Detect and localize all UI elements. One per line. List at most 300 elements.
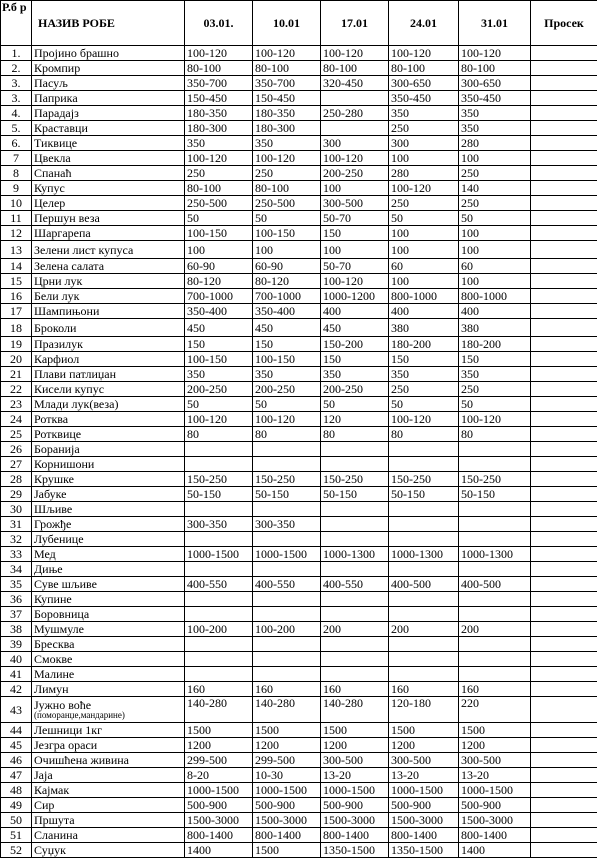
price-cell: 1500-3000 (459, 813, 531, 828)
product-name (32, 502, 185, 517)
avg-cell (531, 181, 597, 196)
price-cell: 50-150 (459, 487, 531, 502)
price-cell: 80-100 (389, 61, 459, 76)
product-name (32, 562, 185, 577)
price-cell (253, 457, 321, 472)
product-name-text: Купине (34, 592, 72, 606)
table-row (1, 196, 597, 211)
avg-cell (531, 166, 597, 181)
table-row (1, 622, 597, 637)
product-name (32, 181, 185, 196)
avg-cell (531, 196, 597, 211)
table-row (1, 682, 597, 697)
table-row (1, 843, 597, 858)
price-cell: 500-900 (459, 798, 531, 813)
price-cell: 1350-1500 (389, 843, 459, 858)
avg-cell (531, 753, 597, 768)
table-row (1, 181, 597, 196)
row-number: 2. (1, 61, 32, 76)
price-cell: 100-120 (321, 46, 389, 61)
product-name (32, 151, 185, 166)
price-cell (389, 517, 459, 532)
price-cell (185, 532, 253, 547)
price-cell: 80-100 (459, 61, 531, 76)
price-cell (459, 502, 531, 517)
table-row (1, 652, 597, 667)
price-cell (459, 607, 531, 622)
price-cell: 80-100 (321, 61, 389, 76)
price-cell: 60 (389, 259, 459, 274)
price-cell: 140 (459, 181, 531, 196)
product-name (32, 753, 185, 768)
table-row (1, 562, 597, 577)
price-cell: 800-1000 (459, 289, 531, 304)
price-cell (185, 442, 253, 457)
price-cell: 1500-3000 (389, 813, 459, 828)
price-cell: 100 (253, 241, 321, 259)
price-cell: 50 (321, 397, 389, 412)
price-cell: 100-200 (253, 622, 321, 637)
avg-cell (531, 121, 597, 136)
product-name (32, 241, 185, 259)
price-cell: 160 (389, 682, 459, 697)
price-cell: 80 (389, 427, 459, 442)
price-cell: 1200 (389, 738, 459, 753)
row-number: 16 (1, 289, 32, 304)
price-cell (185, 652, 253, 667)
price-cell: 80-120 (253, 274, 321, 289)
price-cell: 350 (459, 367, 531, 382)
price-cell: 300-500 (321, 196, 389, 211)
col-header-date: 17.01 (321, 1, 389, 46)
table-row (1, 753, 597, 768)
avg-cell (531, 738, 597, 753)
price-cell: 160 (253, 682, 321, 697)
col-header-date: 31.01 (459, 1, 531, 46)
product-name-text: Плави патлиџан (34, 367, 117, 381)
row-number: 34 (1, 562, 32, 577)
product-name (32, 798, 185, 813)
price-cell: 450 (185, 319, 253, 337)
table-row (1, 472, 597, 487)
price-cell: 180-200 (459, 337, 531, 352)
price-cell (389, 592, 459, 607)
price-cell: 1500 (459, 723, 531, 738)
price-cell: 350-450 (389, 91, 459, 106)
price-cell: 350 (321, 367, 389, 382)
price-cell (321, 637, 389, 652)
price-cell: 1000-1300 (321, 547, 389, 562)
avg-cell (531, 723, 597, 738)
table-row (1, 592, 597, 607)
product-name-text: Купус (34, 181, 65, 195)
row-number: 8 (1, 166, 32, 181)
price-cell: 180-200 (389, 337, 459, 352)
product-name-text: Лимун (34, 682, 69, 696)
table-row (1, 121, 597, 136)
price-cell: 200-250 (185, 382, 253, 397)
header-row (1, 1, 597, 46)
table-row (1, 813, 597, 828)
table-row (1, 241, 597, 259)
price-cell: 1500 (253, 723, 321, 738)
avg-cell (531, 798, 597, 813)
price-cell: 280 (459, 136, 531, 151)
price-cell: 350-400 (253, 304, 321, 319)
product-name-text: Сланина (34, 828, 78, 842)
price-cell: 350 (389, 367, 459, 382)
product-name-text: Шаргарепа (34, 226, 91, 240)
table-row (1, 798, 597, 813)
price-cell (389, 652, 459, 667)
price-cell: 1000-1300 (389, 547, 459, 562)
price-cell (253, 592, 321, 607)
price-cell: 100-120 (321, 151, 389, 166)
product-name (32, 352, 185, 367)
product-name-text: Сир (34, 798, 55, 812)
product-name (32, 738, 185, 753)
price-cell (321, 607, 389, 622)
product-name (32, 768, 185, 783)
price-cell: 1000-1500 (253, 783, 321, 798)
product-name-text: Ротква (34, 412, 69, 426)
table-row (1, 457, 597, 472)
avg-cell (531, 412, 597, 427)
row-number: 24 (1, 412, 32, 427)
price-cell: 200 (459, 622, 531, 637)
price-cell: 160 (459, 682, 531, 697)
avg-cell (531, 46, 597, 61)
avg-cell (531, 472, 597, 487)
product-name (32, 637, 185, 652)
table-row (1, 547, 597, 562)
product-name (32, 577, 185, 592)
table-row (1, 211, 597, 226)
price-cell: 400 (321, 304, 389, 319)
price-cell: 50 (253, 397, 321, 412)
price-cell: 80-100 (253, 181, 321, 196)
price-cell (253, 502, 321, 517)
price-cell: 700-1000 (253, 289, 321, 304)
price-cell: 80 (185, 427, 253, 442)
price-cell (321, 517, 389, 532)
price-cell: 350 (253, 367, 321, 382)
product-name-text: Зелени лист купуса (34, 242, 134, 257)
price-cell: 100-120 (185, 412, 253, 427)
avg-cell (531, 352, 597, 367)
row-number: 29 (1, 487, 32, 502)
price-cell (253, 637, 321, 652)
table-row (1, 637, 597, 652)
price-cell: 350 (253, 136, 321, 151)
price-cell: 1200 (253, 738, 321, 753)
row-number: 36 (1, 592, 32, 607)
table-row (1, 259, 597, 274)
price-cell: 1500 (253, 843, 321, 858)
price-cell: 140-280 (253, 697, 321, 723)
price-cell: 300-350 (185, 517, 253, 532)
product-name (32, 487, 185, 502)
table-row (1, 337, 597, 352)
price-cell: 299-500 (253, 753, 321, 768)
price-cell: 280 (389, 166, 459, 181)
table-row (1, 76, 597, 91)
row-number: 5. (1, 121, 32, 136)
price-cell: 150 (321, 352, 389, 367)
product-name (32, 274, 185, 289)
product-name-text: Грожђе (34, 517, 72, 531)
product-name-text: Јужно воће (34, 698, 92, 712)
product-name (32, 843, 185, 858)
avg-cell (531, 151, 597, 166)
price-cell: 250 (459, 166, 531, 181)
row-number: 39 (1, 637, 32, 652)
table-row (1, 442, 597, 457)
price-cell (459, 667, 531, 682)
price-cell (321, 457, 389, 472)
product-name-text: Кисели купус (34, 382, 105, 396)
price-cell: 350-450 (459, 91, 531, 106)
price-cell: 800-1400 (389, 828, 459, 843)
price-cell: 180-350 (253, 106, 321, 121)
price-cell: 50-150 (389, 487, 459, 502)
product-name-text: Шампињони (34, 304, 100, 318)
price-cell: 299-500 (185, 753, 253, 768)
price-cell: 350-700 (185, 76, 253, 91)
row-number: 22 (1, 382, 32, 397)
price-cell: 250 (185, 166, 253, 181)
price-cell: 450 (253, 319, 321, 337)
price-cell: 50 (389, 397, 459, 412)
price-cell: 800-1400 (253, 828, 321, 843)
row-number: 3. (1, 91, 32, 106)
product-name-text: Корнишони (34, 457, 95, 471)
price-cell: 100-120 (185, 46, 253, 61)
avg-cell (531, 259, 597, 274)
price-cell: 800-1400 (321, 828, 389, 843)
price-cell: 1000-1500 (389, 783, 459, 798)
price-cell (459, 442, 531, 457)
price-cell: 200-250 (321, 382, 389, 397)
price-cell: 100 (389, 241, 459, 259)
price-cell: 100-120 (185, 151, 253, 166)
price-cell: 1200 (459, 738, 531, 753)
product-name-text: Бресква (34, 637, 75, 651)
product-name (32, 532, 185, 547)
product-name (32, 783, 185, 798)
product-name (32, 106, 185, 121)
table-row (1, 289, 597, 304)
avg-cell (531, 367, 597, 382)
table-row (1, 532, 597, 547)
price-cell: 10-30 (253, 768, 321, 783)
price-cell: 140-280 (185, 697, 253, 723)
avg-cell (531, 813, 597, 828)
product-name-text: Суџук (34, 843, 66, 857)
price-cell: 100 (185, 241, 253, 259)
price-cell: 150 (389, 352, 459, 367)
price-cell: 100-120 (389, 181, 459, 196)
table-row (1, 46, 597, 61)
table-row (1, 274, 597, 289)
product-name (32, 547, 185, 562)
product-name (32, 592, 185, 607)
price-cell: 150-250 (253, 472, 321, 487)
price-cell (389, 532, 459, 547)
price-cell: 1000-1500 (253, 547, 321, 562)
price-cell: 300-350 (253, 517, 321, 532)
product-name (32, 319, 185, 337)
avg-cell (531, 337, 597, 352)
price-cell: 50 (459, 211, 531, 226)
row-number: 33 (1, 547, 32, 562)
row-number: 15 (1, 274, 32, 289)
row-number: 31 (1, 517, 32, 532)
price-cell (253, 442, 321, 457)
product-name-text: Пршута (34, 813, 75, 827)
table-row (1, 783, 597, 798)
avg-cell (531, 637, 597, 652)
price-cell: 1400 (459, 843, 531, 858)
price-cell: 100 (459, 151, 531, 166)
avg-cell (531, 61, 597, 76)
price-cell (459, 532, 531, 547)
price-cell (389, 607, 459, 622)
price-cell: 300-650 (459, 76, 531, 91)
table-row (1, 166, 597, 181)
product-name (32, 412, 185, 427)
product-name-text: Мед (34, 547, 56, 561)
table-row (1, 667, 597, 682)
price-cell: 220 (459, 697, 531, 723)
row-number: 1. (1, 46, 32, 61)
product-name-text: Јаја (34, 768, 53, 782)
avg-cell (531, 667, 597, 682)
product-subtitle: (поморанџе,мандарине) (34, 710, 125, 720)
row-number: 26 (1, 442, 32, 457)
table-row (1, 136, 597, 151)
product-name (32, 46, 185, 61)
price-cell (459, 637, 531, 652)
avg-cell (531, 652, 597, 667)
price-cell: 50-70 (321, 259, 389, 274)
row-number: 48 (1, 783, 32, 798)
table-row (1, 367, 597, 382)
avg-cell (531, 427, 597, 442)
price-cell: 1200 (185, 738, 253, 753)
product-name (32, 76, 185, 91)
row-number: 30 (1, 502, 32, 517)
price-cell: 50 (459, 397, 531, 412)
col-header-rb: Р.б р (1, 1, 32, 46)
price-cell: 1500-3000 (321, 813, 389, 828)
price-cell: 80-100 (185, 61, 253, 76)
price-cell (389, 667, 459, 682)
row-number: 17 (1, 304, 32, 319)
row-number: 20 (1, 352, 32, 367)
product-name (32, 813, 185, 828)
price-cell: 150-250 (185, 472, 253, 487)
price-cell (253, 652, 321, 667)
price-cell: 700-1000 (185, 289, 253, 304)
price-cell: 13-20 (389, 768, 459, 783)
product-name-text: Крушке (34, 472, 74, 486)
price-cell: 1400 (185, 843, 253, 858)
price-cell: 120-180 (389, 697, 459, 723)
row-number: 13 (1, 241, 32, 259)
price-cell (459, 652, 531, 667)
price-cell: 180-300 (185, 121, 253, 136)
row-number: 35 (1, 577, 32, 592)
price-cell (321, 667, 389, 682)
price-cell (389, 502, 459, 517)
product-name-text: Очишћена живина (34, 753, 129, 767)
price-cell: 100-120 (253, 46, 321, 61)
price-cell (253, 562, 321, 577)
row-number: 23 (1, 397, 32, 412)
price-cell: 1200 (321, 738, 389, 753)
price-cell: 60-90 (185, 259, 253, 274)
price-cell: 800-1000 (389, 289, 459, 304)
row-number: 49 (1, 798, 32, 813)
price-cell: 60 (459, 259, 531, 274)
price-cell: 150 (459, 352, 531, 367)
row-number: 52 (1, 843, 32, 858)
avg-cell (531, 843, 597, 858)
avg-cell (531, 697, 597, 723)
avg-cell (531, 76, 597, 91)
price-cell: 250 (459, 382, 531, 397)
product-name (32, 442, 185, 457)
price-cell: 300-650 (389, 76, 459, 91)
price-cell: 150-200 (321, 337, 389, 352)
table-row (1, 151, 597, 166)
product-name-text: Пројино брашно (34, 46, 119, 60)
price-cell: 400-550 (185, 577, 253, 592)
price-cell: 100 (459, 226, 531, 241)
price-cell: 50-150 (321, 487, 389, 502)
product-name (32, 196, 185, 211)
row-number: 45 (1, 738, 32, 753)
price-cell: 100 (321, 181, 389, 196)
price-cell: 1500-3000 (185, 813, 253, 828)
avg-cell (531, 562, 597, 577)
product-name-text: Паприка (34, 91, 78, 105)
table-row (1, 768, 597, 783)
price-cell: 60-90 (253, 259, 321, 274)
avg-cell (531, 547, 597, 562)
product-name (32, 337, 185, 352)
price-cell: 80-100 (185, 181, 253, 196)
row-number: 47 (1, 768, 32, 783)
product-name (32, 682, 185, 697)
price-cell: 100-120 (321, 274, 389, 289)
price-cell: 100 (321, 241, 389, 259)
price-cell: 250-280 (321, 106, 389, 121)
product-name (32, 472, 185, 487)
row-number: 4. (1, 106, 32, 121)
col-header-date: 10.01 (253, 1, 321, 46)
avg-cell (531, 211, 597, 226)
product-name-text: Ротквице (34, 427, 82, 441)
price-cell: 100-150 (185, 352, 253, 367)
price-cell: 350 (185, 136, 253, 151)
price-cell: 250 (459, 196, 531, 211)
table-row (1, 61, 597, 76)
row-number: 7 (1, 151, 32, 166)
avg-cell (531, 274, 597, 289)
price-cell: 50-70 (321, 211, 389, 226)
